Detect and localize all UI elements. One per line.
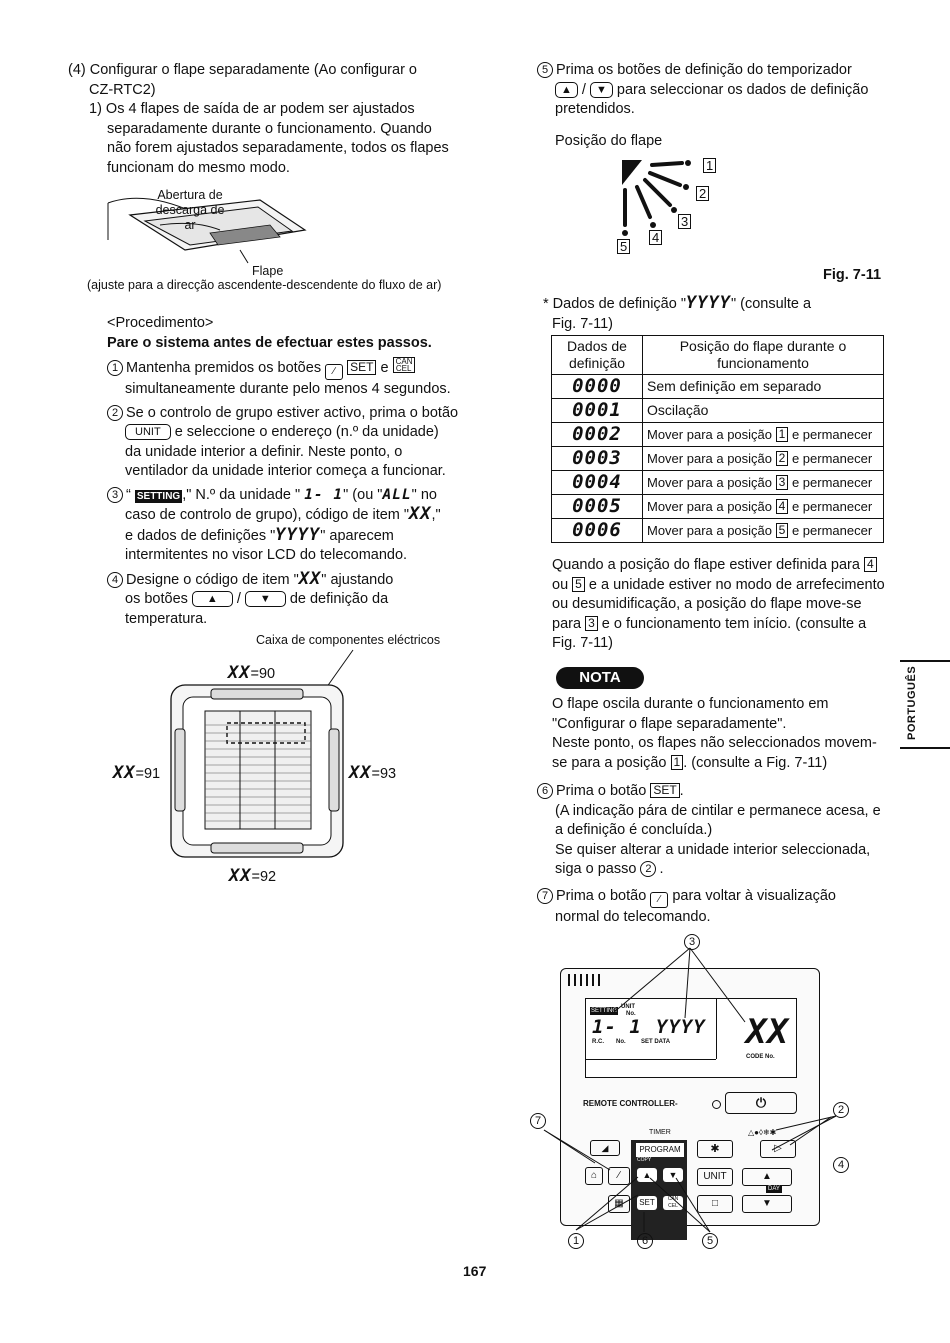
- remote-lcd: SETTING UNIT No. 1- 1 YYYY XX R.C. No. SET DATA CODE No.: [585, 998, 797, 1078]
- set-button-icon: SET: [347, 360, 376, 375]
- table-header: Dados de definição: [552, 336, 643, 375]
- step-6: 6 Prima o botão SET . (A indicação pára de cintilar e permanece acesa, e a definição é concluída.) Se quiser alterar a unidade interior seleccionada, siga o passo 2 .: [537, 782, 887, 880]
- cancel-button-icon: CAN CEL: [393, 357, 415, 373]
- table-row: 0004 Mover para a posição 3 e permanecer: [552, 471, 884, 495]
- timer-down-button[interactable]: ▼: [663, 1168, 683, 1182]
- temp-down-button-icon: ▼: [245, 591, 286, 607]
- figure-caption: (ajuste para a direcção ascendente-descendente do fluxo de ar): [87, 278, 442, 292]
- set-button[interactable]: SET: [637, 1196, 657, 1210]
- steps-left: 1 Mantenha premidos os botões ∕ SET e CAN CEL simultaneamente durante pelo menos 4 segundos. 2 Se o controlo de grupo estiver activo, prima o botão UNIT e seleccione o endereço (n.º da unidade) da unidade interior a definir. Neste ponto, o ventilador da unidade interior começa a funcionar. 3 “ SETTING ," N.º da unidade " 1- 1" (ou "ALL" no caso de controlo de grupo), código de item "XX," e dados de definições "YYYY" aparecem intermitentes no visor LCD do telecomando. 4 Designe o código de item "XX" ajustando os botões ▲ / ▼ de definição da temperatura.: [107, 357, 467, 629]
- temp-up-button[interactable]: ▲: [742, 1168, 792, 1186]
- lcd-code: XX: [746, 1012, 789, 1052]
- callout-7: 7: [530, 1113, 546, 1129]
- figure-label-top: Abertura de descarga de ar: [155, 188, 225, 232]
- callout-2: 2: [833, 1102, 849, 1118]
- timer-down-button-icon: ▼: [590, 82, 613, 98]
- label-xx-93: XX=93: [349, 763, 397, 783]
- unit-button-icon: UNIT: [125, 424, 171, 440]
- table-row: 0000 Sem definição em separado: [552, 375, 884, 399]
- step-3: 3 “ SETTING ," N.º da unidade " 1- 1" (ou "ALL" no: [107, 486, 467, 506]
- timer-up-button[interactable]: ▲: [637, 1168, 657, 1182]
- step-number: 6: [537, 783, 553, 799]
- table-row: 0002 Mover para a posição 1 e permanecer: [552, 423, 884, 447]
- flap-pos-5-label: 5: [617, 239, 630, 254]
- step-number: 2: [107, 405, 123, 421]
- mode-button[interactable]: ◢: [590, 1140, 620, 1156]
- step-2: 2 Se o controlo de grupo estiver activo, prima o botão: [107, 404, 467, 424]
- callout-3: 3: [684, 934, 700, 950]
- filter-button[interactable]: ▦: [608, 1195, 630, 1213]
- fan-button[interactable]: ✱: [697, 1140, 733, 1158]
- figure-label-flap: Flape: [252, 264, 284, 278]
- procedure-block: [107, 314, 467, 353]
- table-row: 0006 Mover para a posição 5 e permanecer: [552, 519, 884, 543]
- wrench-button-icon: ∕: [325, 364, 343, 380]
- flap-pos-4-label: 4: [649, 230, 662, 245]
- figure-reference: Fig. 7-11: [823, 267, 882, 283]
- step-number: 4: [107, 572, 123, 588]
- louver-button[interactable]: ▷: [760, 1140, 796, 1158]
- table-row: 0003 Mover para a posição 2 e permanecer: [552, 447, 884, 471]
- procedure-heading: <Procedimento>: [107, 315, 214, 331]
- label-xx-90: XX=90: [228, 663, 276, 683]
- table-row: 0005 Mover para a posição 4 e permanecer: [552, 495, 884, 519]
- setting-data-note: * Dados de definição "YYYY" (consulte a Fig. 7-11): [543, 293, 812, 332]
- intro-line: funcionam do mesmo modo.: [107, 159, 290, 176]
- wrench-button[interactable]: ∕: [608, 1167, 630, 1185]
- wrench-button-icon: ∕: [650, 892, 668, 908]
- home-button[interactable]: ⌂: [585, 1167, 603, 1185]
- section-4: [68, 61, 468, 178]
- electric-box-label: Caixa de componentes eléctricos: [256, 633, 441, 647]
- step-number: 1: [107, 360, 123, 376]
- program-button[interactable]: PROGRAM: [636, 1143, 684, 1157]
- vent-button[interactable]: □: [697, 1195, 733, 1213]
- intro-line: não forem ajustados separadamente, todos os flapes: [107, 140, 449, 156]
- nota-text: O flape oscila durante o funcionamento em "Configurar o flape separadamente". Neste ponto, os flapes não seleccionados movem- se para a posição 1 . (consulte a Fig. 7-11): [552, 696, 877, 771]
- page-number: 167: [463, 1263, 487, 1279]
- intro-line: 1) Os 4 flapes de saída de ar podem ser ajustados: [89, 101, 415, 117]
- setting-data-table: [551, 335, 884, 543]
- callout-1: 1: [568, 1233, 584, 1249]
- flap-position-title: Posição do flape: [555, 132, 663, 149]
- table-row: 0001 Oscilação: [552, 399, 884, 423]
- unit-code-display: 1- 1: [304, 486, 344, 503]
- flap-pos-3-label: 3: [678, 214, 691, 229]
- step-7: 7 Prima o botão ∕ para voltar à visualização normal do telecomando.: [537, 887, 887, 928]
- step-number: 7: [537, 888, 553, 904]
- callout-4: 4: [833, 1157, 849, 1173]
- flap-pos-1-label: 1: [703, 158, 716, 173]
- day-label: DAY: [768, 1186, 780, 1192]
- lcd-setting: SETTING: [591, 1008, 618, 1014]
- copy-label: COPY: [637, 1157, 652, 1163]
- timer-label: TIMER: [649, 1129, 671, 1136]
- step-1: 1 Mantenha premidos os botões ∕ SET e CAN CEL: [107, 357, 467, 380]
- step-number: 3: [107, 487, 123, 503]
- procedure-warning: Pare o sistema antes de efectuar estes passos.: [107, 334, 432, 351]
- intro-line: separadamente durante o funcionamento. Quando: [107, 120, 432, 137]
- section-title: (4) Configurar o flape separadamente (Ao configurar o: [68, 62, 417, 78]
- callout-5: 5: [702, 1233, 718, 1249]
- cancel-button[interactable]: CAN CEL: [663, 1196, 683, 1210]
- setting-indicator: SETTING: [136, 490, 181, 502]
- step-number: 5: [537, 62, 553, 78]
- lcd-yyyy: YYYY: [656, 1016, 706, 1038]
- temp-down-button[interactable]: ▼: [742, 1195, 792, 1213]
- remote-brand: REMOTE CONTROLLER-: [583, 1099, 678, 1108]
- table-header: Posição do flape durante o funcionamento: [643, 336, 884, 375]
- nota-badge: NOTA: [556, 667, 644, 689]
- language-side-tab: PORTUGUÊS: [900, 660, 950, 749]
- callout-6: 6: [637, 1233, 653, 1249]
- mode-icons: △●◊❄✱: [748, 1128, 777, 1137]
- step-4: 4 Designe o código de item "XX" ajustando: [107, 570, 467, 591]
- power-button[interactable]: ⏻: [725, 1092, 797, 1114]
- flap-pos-2-label: 2: [696, 186, 709, 201]
- callout-lines: [520, 930, 860, 1260]
- temp-up-button-icon: ▲: [192, 591, 233, 607]
- timer-up-button-icon: ▲: [555, 82, 578, 98]
- flap-cooling-note: Quando a posição do flape estiver definida para 4 ou 5 e a unidade estiver no modo de arrefecimento ou desumidificação, a posição do flape move-se para 3 e o funcionamento tem início. (consulte a Fig. 7-11): [552, 557, 885, 651]
- all-display: ALL: [382, 486, 412, 503]
- label-xx-92: XX=92: [229, 866, 277, 886]
- lcd-unit-code: 1- 1: [592, 1016, 642, 1038]
- step-5: 5 Prima os botões de definição do temporizador ▲ / ▼ para seleccionar os dados de definição pretendidos. Posição do flape: [537, 61, 887, 151]
- label-xx-91: XX=91: [113, 763, 161, 783]
- unit-button[interactable]: UNIT: [697, 1168, 733, 1186]
- section-title-cont: CZ-RTC2): [89, 81, 156, 98]
